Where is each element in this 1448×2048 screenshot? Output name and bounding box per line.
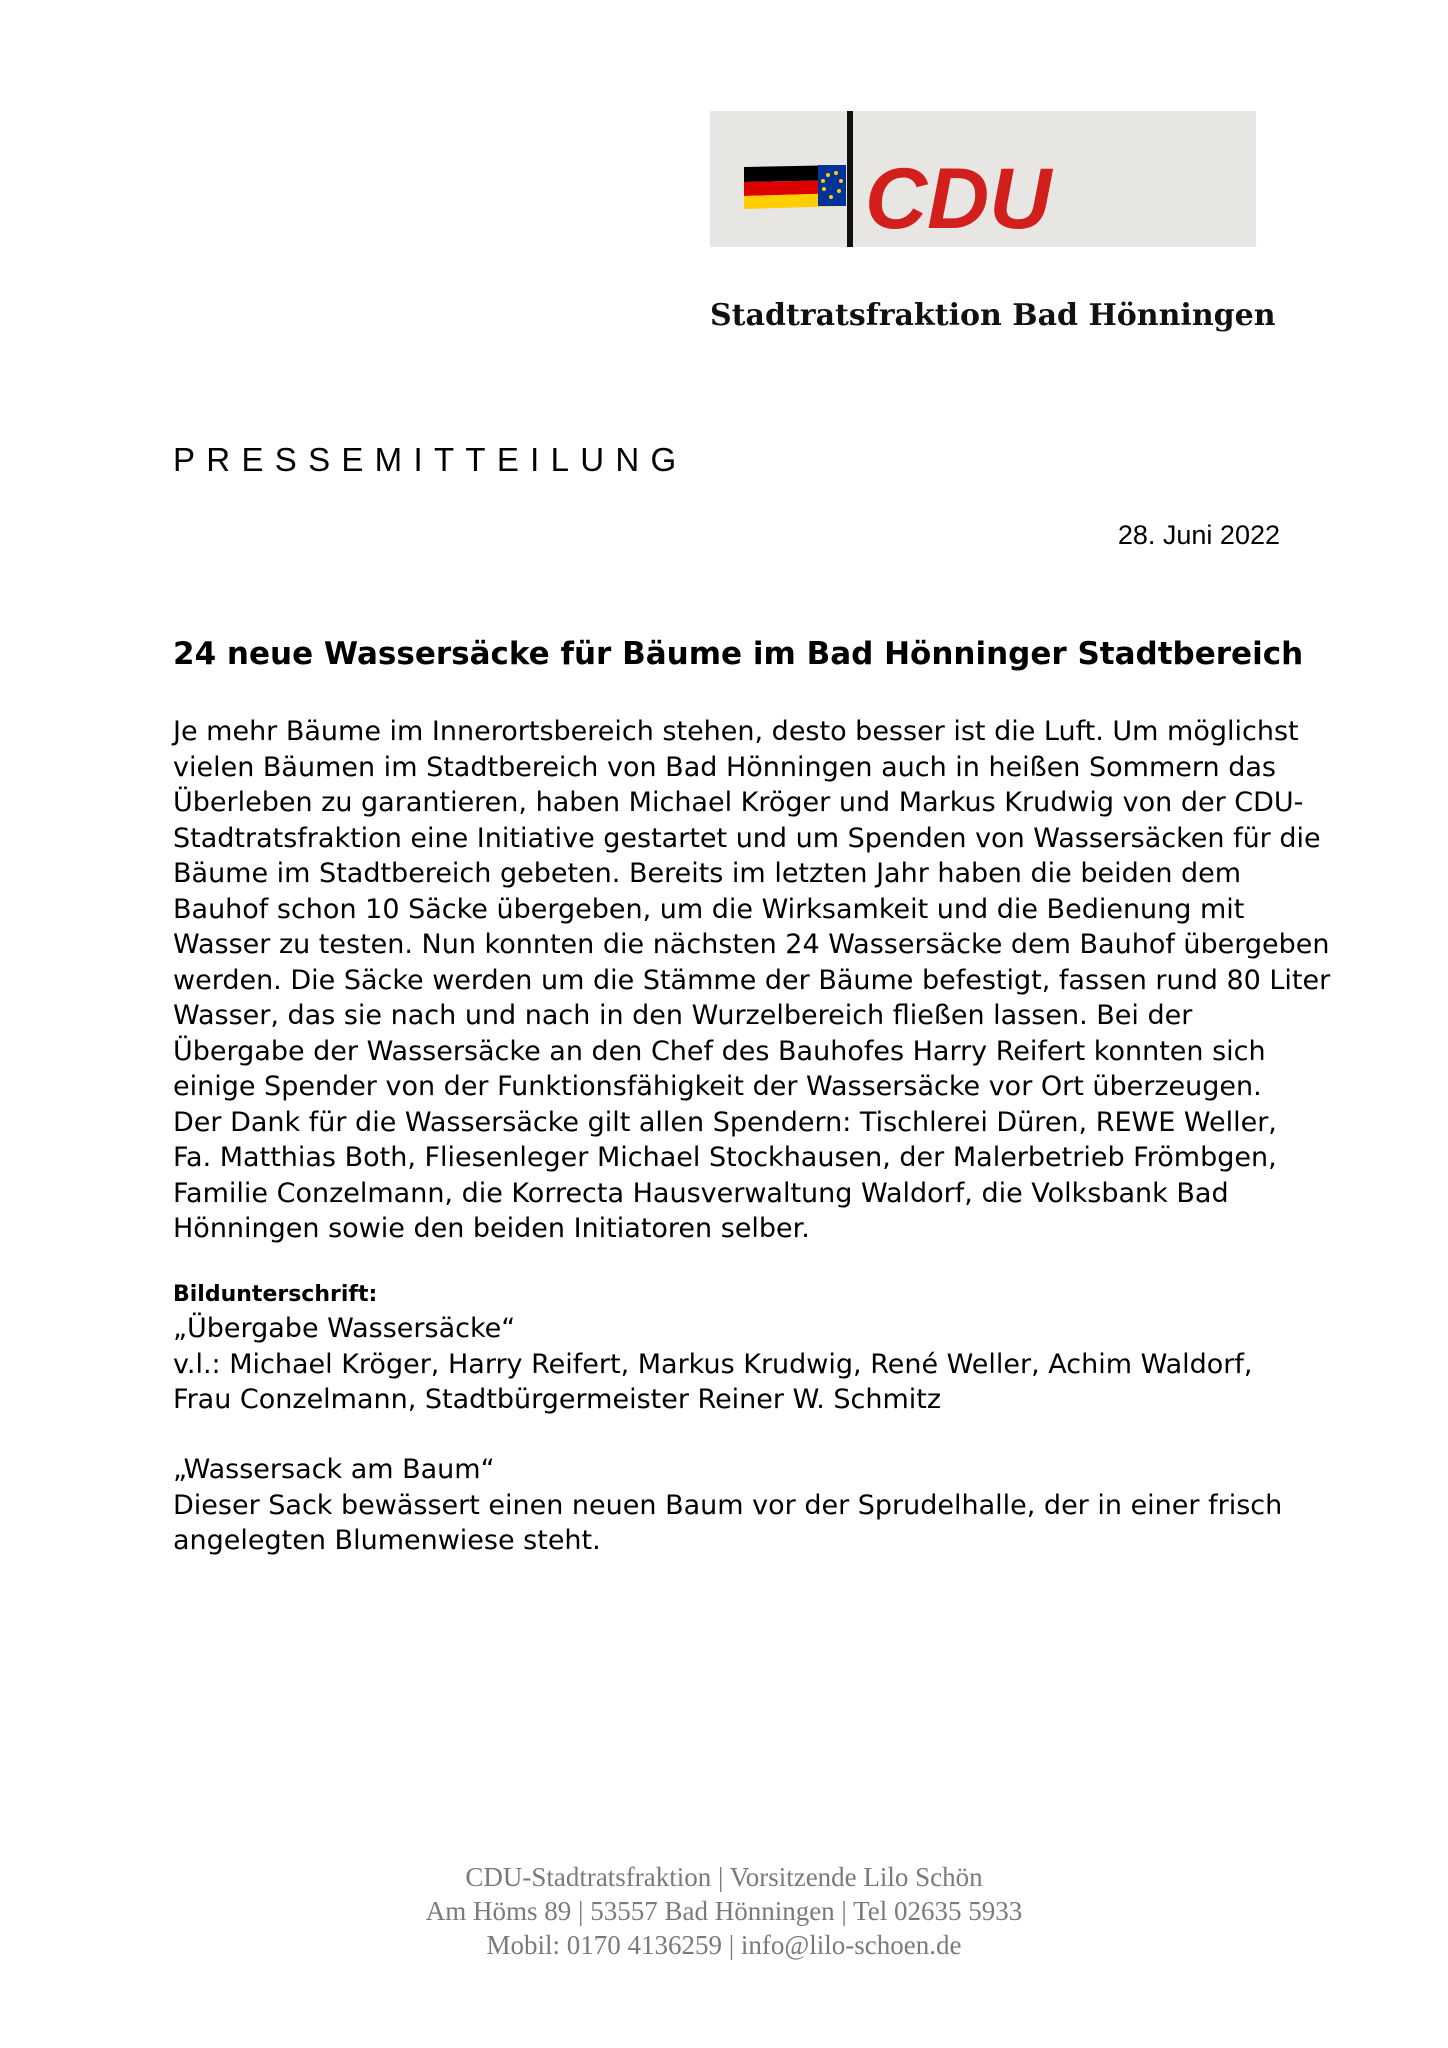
headline: 24 neue Wassersäcke für Bäume im Bad Hönninger Stadtbereich <box>173 636 1304 672</box>
body-line: Fa. Matthias Both, Fliesenleger Michael Stockhausen, der Malerbetrieb Frömbgen, <box>173 1142 1277 1173</box>
cdu-logo-graphic <box>710 111 1256 247</box>
caption-line: Frau Conzelmann, Stadtbürgermeister Reiner W. Schmitz <box>173 1384 942 1415</box>
caption-title: „Wassersack am Baum“ <box>173 1454 495 1485</box>
divider-bar <box>847 111 853 247</box>
body-line: einige Spender von der Funktionsfähigkeit der Wassersäcke vor Ort überzeugen. <box>173 1071 1262 1102</box>
body-line: Der Dank für die Wassersäcke gilt allen Spendern: Tischlerei Düren, REWE Weller, <box>173 1106 1277 1138</box>
footer-address-line: Am Höms 89 | 53557 Bad Hönningen | Tel 02635 5933 <box>425 1896 1023 1926</box>
body-line: Wasser zu testen. Nun konnten die nächsten 24 Wassersäcke dem Bauhof übergeben <box>173 929 1330 960</box>
body-text <box>173 714 1331 1247</box>
document-date: 28. Juni 2022 <box>1117 520 1280 550</box>
body-line: Je mehr Bäume im Innerortsbereich stehen, desto besser ist die Luft. Um möglichst <box>173 716 1299 747</box>
flag-graphic <box>744 165 846 209</box>
document-type: PRESSEMITTEILUNG <box>173 441 688 478</box>
body-line: Bäume im Stadtbereich gebeten. Bereits im letzten Jahr haben die beiden dem <box>173 858 1242 889</box>
footer-contact-line: CDU-Stadtratsfraktion | Vorsitzende Lilo Schön <box>465 1862 983 1892</box>
body-line: Bauhof schon 10 Säcke übergeben, um die Wirksamkeit und die Bedienung mit <box>173 893 1245 925</box>
caption-title: „Übergabe Wassersäcke“ <box>173 1313 516 1344</box>
caption-line: Dieser Sack bewässert einen neuen Baum vor der Sprudelhalle, der in einer frisch <box>173 1489 1283 1521</box>
body-line: Überleben zu garantieren, haben Michael Kröger und Markus Krudwig von der CDU- <box>173 787 1304 818</box>
footer-mobile-line: Mobil: 0170 4136259 | info@lilo-schoen.de <box>486 1930 962 1960</box>
caption-line: v.l.: Michael Kröger, Harry Reifert, Markus Krudwig, René Weller, Achim Waldorf, <box>173 1348 1253 1380</box>
body-line: Stadtratsfraktion eine Initiative gestartet und um Spenden von Wassersäcken für die <box>173 822 1321 854</box>
cdu-logo <box>710 111 1256 247</box>
body-line: Wasser, das sie nach und nach in den Wurzelbereich fließen lassen. Bei der <box>173 1000 1193 1031</box>
caption-heading: Bildunterschrift: <box>173 1282 378 1307</box>
organization-name: Stadtratsfraktion Bad Hönningen <box>710 298 1276 333</box>
caption-line: angelegten Blumenwiese steht. <box>173 1525 601 1556</box>
body-line: werden. Die Säcke werden um die Stämme der Bäume befestigt, fassen rund 80 Liter <box>173 964 1331 996</box>
body-line: Familie Conzelmann, die Korrecta Hausverwaltung Waldorf, die Volksbank Bad <box>173 1177 1229 1209</box>
body-line: Übergabe der Wassersäcke an den Chef des Bauhofes Harry Reifert konnten sich <box>173 1035 1266 1067</box>
caption-2 <box>173 1452 1282 1559</box>
footer <box>0 1860 1448 1962</box>
cdu-wordmark: CDU <box>865 151 1052 247</box>
body-line: vielen Bäumen im Stadtbereich von Bad Hönningen auch in heißen Sommern das <box>173 751 1276 783</box>
caption-1 <box>173 1311 1252 1418</box>
body-line: Hönningen sowie den beiden Initiatoren selber. <box>173 1213 810 1244</box>
